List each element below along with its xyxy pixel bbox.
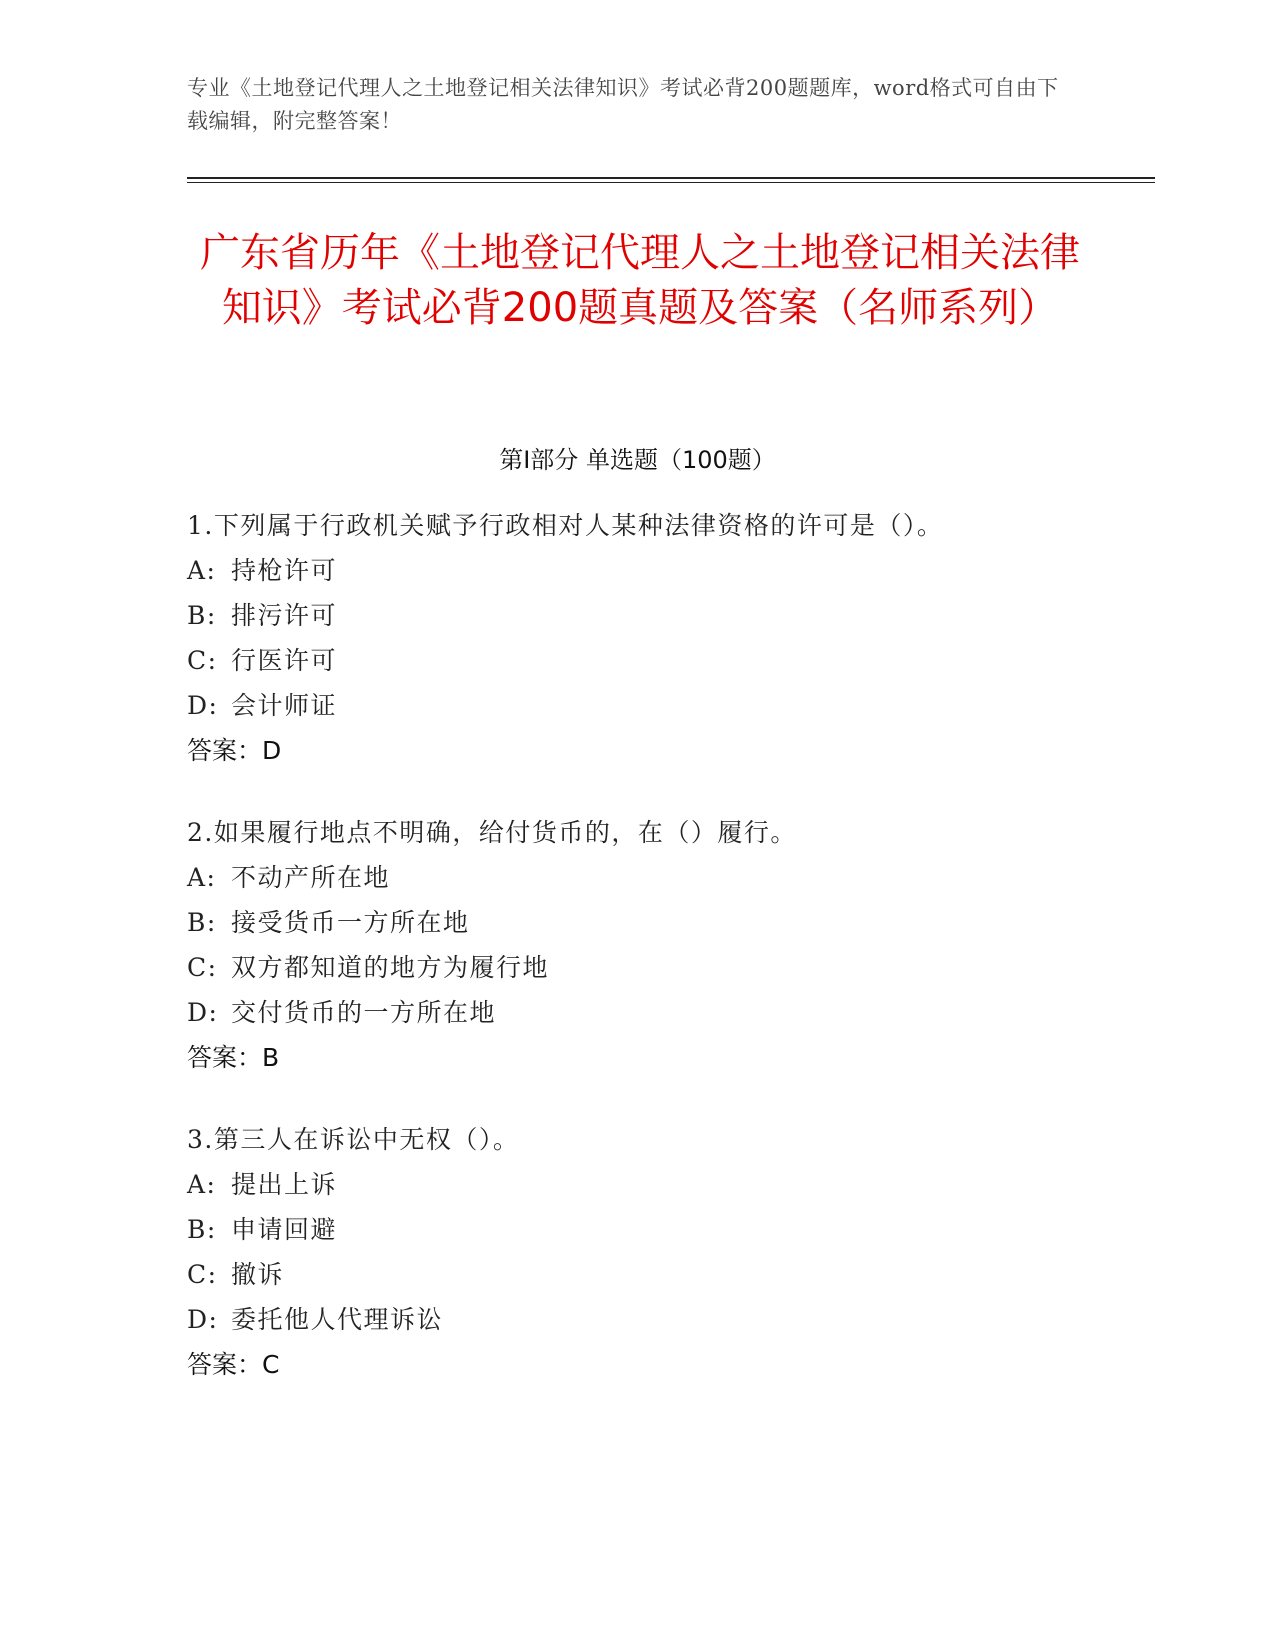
option-label: A:	[187, 863, 217, 892]
question-1	[187, 503, 1087, 773]
option-d	[187, 1297, 1087, 1342]
question-stem: 3.第三人在诉讼中无权（）。	[187, 1125, 520, 1154]
option-text: 排污许可	[231, 601, 338, 630]
option-text: 双方都知道的地方为履行地	[231, 953, 550, 982]
option-label: D:	[187, 998, 219, 1027]
option-label: B:	[187, 908, 217, 937]
option-b	[187, 593, 1087, 638]
option-label: C:	[187, 1260, 218, 1289]
option-c	[187, 1252, 1087, 1297]
option-text: 会计师证	[231, 691, 338, 720]
document-title: 广东省历年《土地登记代理人之土地登记相关法律知识》考试必背200题真题及答案（名师系列）	[200, 230, 1080, 331]
option-text: 撤诉	[231, 1260, 285, 1289]
option-label: B:	[187, 601, 217, 630]
header-note: 专业《土地登记代理人之土地登记相关法律知识》考试必背200题题库，word格式可自由下载编辑，附完整答案！	[187, 76, 1059, 133]
option-a	[187, 548, 1087, 593]
option-d	[187, 683, 1087, 728]
option-text: 交付货币的一方所在地	[231, 998, 497, 1027]
option-label: C:	[187, 646, 218, 675]
option-label: B:	[187, 1215, 217, 1244]
option-text: 委托他人代理诉讼	[231, 1305, 444, 1334]
option-label: D:	[187, 1305, 219, 1334]
header-rule-thick	[187, 177, 1155, 179]
option-label: D:	[187, 691, 219, 720]
question-stem: 2.如果履行地点不明确，给付货币的，在（）履行。	[187, 818, 797, 847]
option-text: 行医许可	[231, 646, 338, 675]
question-stem: 1.下列属于行政机关赋予行政相对人某种法律资格的许可是（）。	[187, 511, 944, 540]
section-heading: 第I部分 单选题（100题）	[499, 446, 776, 474]
answer-text: 答案：D	[187, 736, 282, 765]
option-text: 提出上诉	[231, 1170, 338, 1199]
option-a	[187, 1162, 1087, 1207]
option-c	[187, 638, 1087, 683]
option-text: 接受货币一方所在地	[231, 908, 470, 937]
header-rule-thin	[187, 182, 1155, 183]
option-text: 不动产所在地	[231, 863, 391, 892]
option-label: C:	[187, 953, 218, 982]
answer-text: 答案：B	[187, 1043, 280, 1072]
option-c	[187, 945, 1087, 990]
answer-text: 答案：C	[187, 1350, 280, 1379]
option-label: A:	[187, 1170, 217, 1199]
option-b	[187, 900, 1087, 945]
question-2	[187, 810, 1087, 1080]
option-a	[187, 855, 1087, 900]
question-3	[187, 1117, 1087, 1387]
option-text: 申请回避	[231, 1215, 338, 1244]
option-b	[187, 1207, 1087, 1252]
option-d	[187, 990, 1087, 1035]
option-label: A:	[187, 556, 217, 585]
option-text: 持枪许可	[231, 556, 338, 585]
